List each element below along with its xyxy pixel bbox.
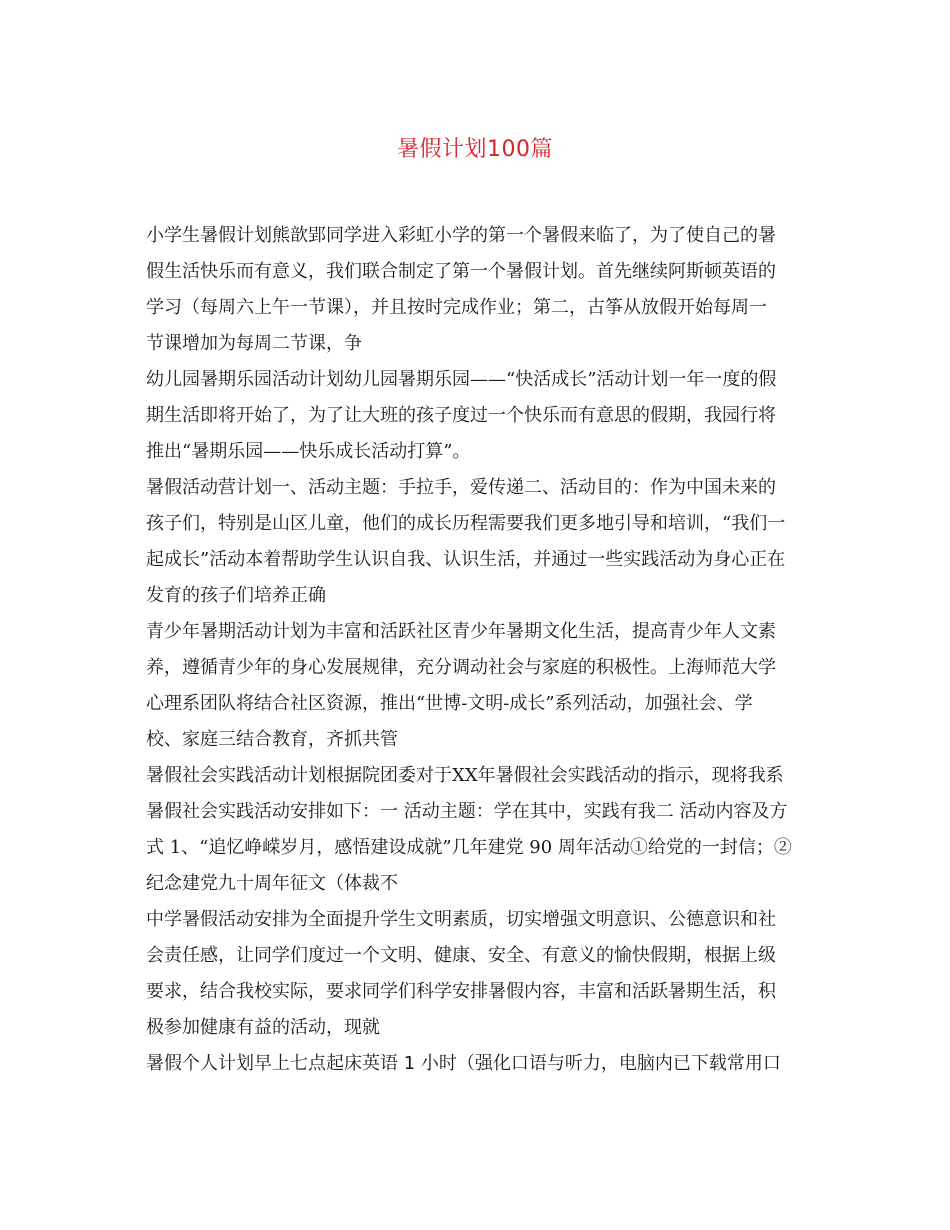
- paragraph-middle-school-plan: [146, 902, 812, 1046]
- paragraph-social-practice-plan: [146, 758, 812, 902]
- text-line: 式 1、“追忆峥嵘岁月，感悟建设成就”几年建党 90 周年活动①给党的一封信；②: [146, 837, 792, 858]
- text-line: 期生活即将开始了，为了让大班的孩子度过一个快乐而有意思的假期，我园行将: [146, 405, 776, 426]
- document-body: [146, 218, 812, 1082]
- paragraph-summer-camp-plan: [146, 470, 812, 614]
- paragraph-personal-plan: [146, 1046, 812, 1082]
- text-line: 暑假社会实践活动计划根据院团委对于XX年暑假社会实践活动的指示，现将我系: [146, 765, 784, 786]
- text-line: 极参加健康有益的活动，现就: [146, 1017, 380, 1038]
- paragraph-youth-activity-plan: [146, 614, 812, 758]
- text-line: 暑假活动营计划一、活动主题：手拉手，爱传递二、活动目的：作为中国未来的: [146, 477, 776, 498]
- text-line: 心理系团队将结合社区资源，推出“世博-文明-成长”系列活动，加强社会、学: [146, 693, 753, 714]
- text-line: 暑假个人计划早上七点起床英语 1 小时（强化口语与听力，电脑内已下载常用口: [146, 1053, 781, 1074]
- text-line: 孩子们，特别是山区儿童，他们的成长历程需要我们更多地引导和培训，“我们一: [146, 513, 786, 534]
- paragraph-kindergarten-plan: [146, 362, 812, 470]
- paragraph-primary-school-plan: [146, 218, 812, 362]
- text-line: 要求，结合我校实际，要求同学们科学安排暑假内容，丰富和活跃暑期生活，积: [146, 981, 776, 1002]
- text-line: 暑假社会实践活动安排如下：一 活动主题：学在其中，实践有我二 活动内容及方: [146, 801, 788, 822]
- text-line: 小学生暑假计划熊歆郢同学进入彩虹小学的第一个暑假来临了，为了使自己的暑: [146, 225, 776, 246]
- text-line: 青少年暑期活动计划为丰富和活跃社区青少年暑期文化生活，提高青少年人文素: [146, 621, 776, 642]
- document-title: 暑假计划100篇: [397, 137, 553, 162]
- text-line: 起成长”活动本着帮助学生认识自我、认识生活，并通过一些实践活动为身心正在: [146, 549, 786, 570]
- text-line: 假生活快乐而有意义，我们联合制定了第一个暑假计划。首先继续阿斯顿英语的: [146, 261, 776, 282]
- text-line: 幼儿园暑期乐园活动计划幼儿园暑期乐园——“快活成长”活动计划一年一度的假: [146, 369, 777, 390]
- text-line: 校、家庭三结合教育，齐抓共管: [146, 729, 398, 750]
- text-line: 节课增加为每周二节课，争: [146, 333, 362, 354]
- text-line: 纪念建党九十周年征文（体裁不: [146, 873, 398, 894]
- text-line: 会责任感，让同学们度过一个文明、健康、安全、有意义的愉快假期，根据上级: [146, 945, 776, 966]
- text-line: 发育的孩子们培养正确: [146, 585, 326, 606]
- text-line: 养，遵循青少年的身心发展规律，充分调动社会与家庭的积极性。上海师范大学: [146, 657, 776, 678]
- text-line: 推出“暑期乐园——快乐成长活动打算”。: [146, 441, 471, 462]
- text-line: 学习（每周六上午一节课），并且按时完成作业；第二，古筝从放假开始每周一: [146, 297, 767, 318]
- text-line: 中学暑假活动安排为全面提升学生文明素质，切实增强文明意识、公德意识和社: [146, 909, 776, 930]
